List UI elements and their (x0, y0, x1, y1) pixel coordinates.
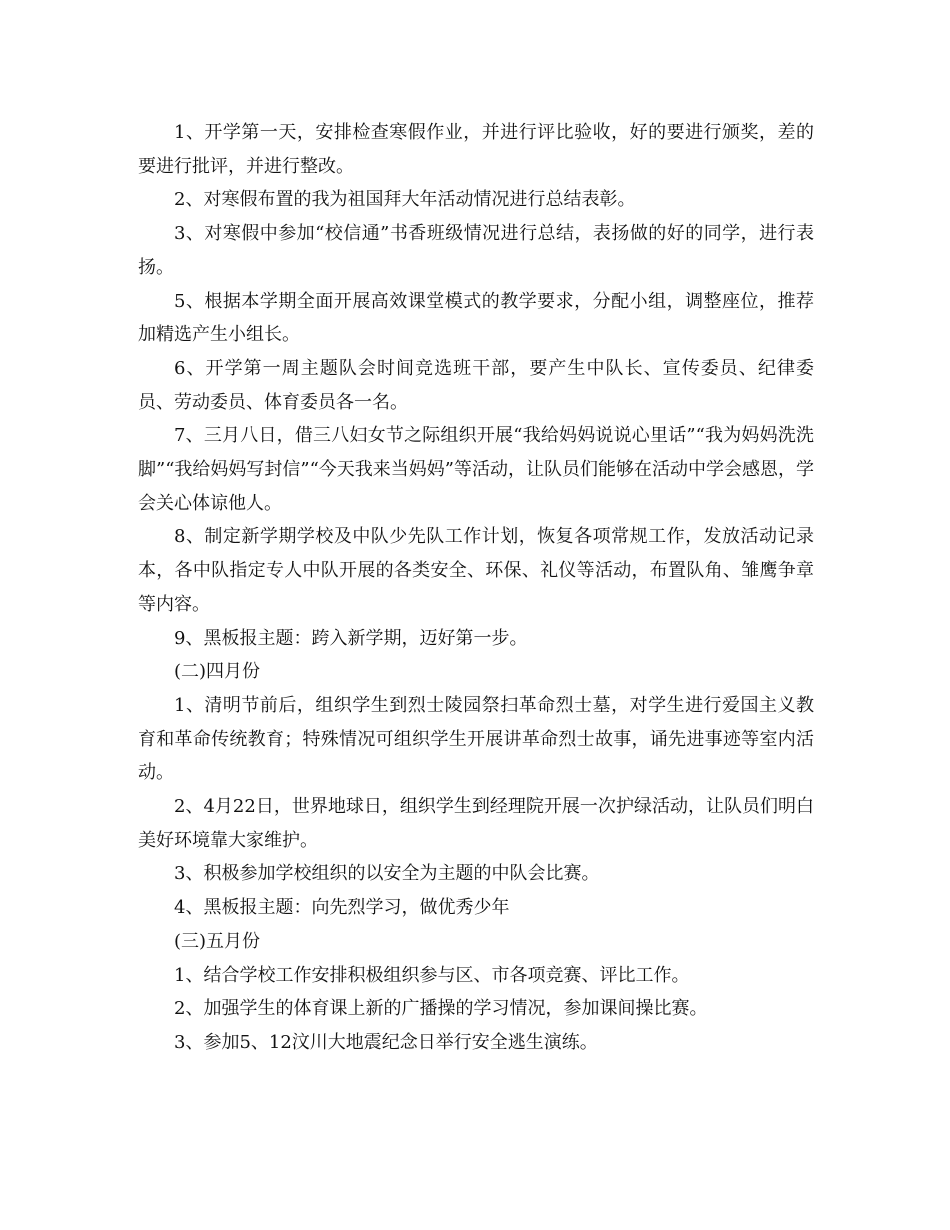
paragraph: 2、4月22日，世界地球日，组织学生到经理院开展一次护绿活动，让队员们明白美好环境靠大家维护。 (138, 796, 814, 851)
paragraph: 7、三月八日，借三八妇女节之际组织开展“我给妈妈说说心里话”“我为妈妈洗洗脚”“我给妈妈写封信”“今天我来当妈妈”等活动，让队员们能够在活动中学会感恩，学会关心体谅他人。 (138, 425, 815, 514)
paragraph: 2、加强学生的体育课上新的广播操的学习情况，参加课间操比赛。 (174, 998, 708, 1020)
paragraph: 1、开学第一天，安排检查寒假作业，并进行评比验收，好的要进行颁奖，差的要进行批评，并进行整改。 (138, 122, 814, 177)
paragraph: 6、开学第一周主题队会时间竞选班干部，要产生中队长、宣传委员、纪律委员、劳动委员、体育委员各一名。 (138, 357, 814, 413)
paragraph: 4、黑板报主题：向先烈学习，做优秀少年 (174, 897, 510, 919)
paragraph: 2、对寒假布置的我为祖国拜大年活动情况进行总结表彰。 (174, 189, 636, 211)
paragraph: 8、制定新学期学校及中队少先队工作计划，恢复各项常规工作，发放活动记录本，各中队指定专人中队开展的各类安全、环保、礼仪等活动，布置队角、雏鹰争章等内容。 (138, 526, 814, 615)
paragraph: 1、结合学校工作安排积极组织参与区、市各项竞赛、评比工作。 (174, 964, 690, 986)
section-heading-april: (二)四月份 (174, 661, 261, 683)
paragraph: 9、黑板报主题：跨入新学期，迈好第一步。 (174, 627, 528, 649)
paragraph: 1、清明节前后，组织学生到烈士陵园祭扫革命烈士墓，对学生进行爱国主义教育和革命传统教育；特殊情况可组织学生开展讲革命烈士故事，诵先进事迹等室内活动。 (138, 694, 814, 784)
paragraph: 3、参加5、12汶川大地震纪念日举行安全逃生演练。 (174, 1031, 598, 1053)
paragraph: 3、积极参加学校组织的以安全为主题的中队会比赛。 (174, 863, 600, 885)
paragraph: 5、根据本学期全面开展高效课堂模式的教学要求，分配小组，调整座位，推荐加精选产生小组长。 (138, 290, 814, 346)
document-body (138, 116, 814, 1060)
section-heading-may: (三)五月份 (174, 930, 261, 952)
paragraph: 3、对寒假中参加“校信通”书香班级情况进行总结，表扬做的好的同学，进行表扬。 (138, 223, 814, 278)
